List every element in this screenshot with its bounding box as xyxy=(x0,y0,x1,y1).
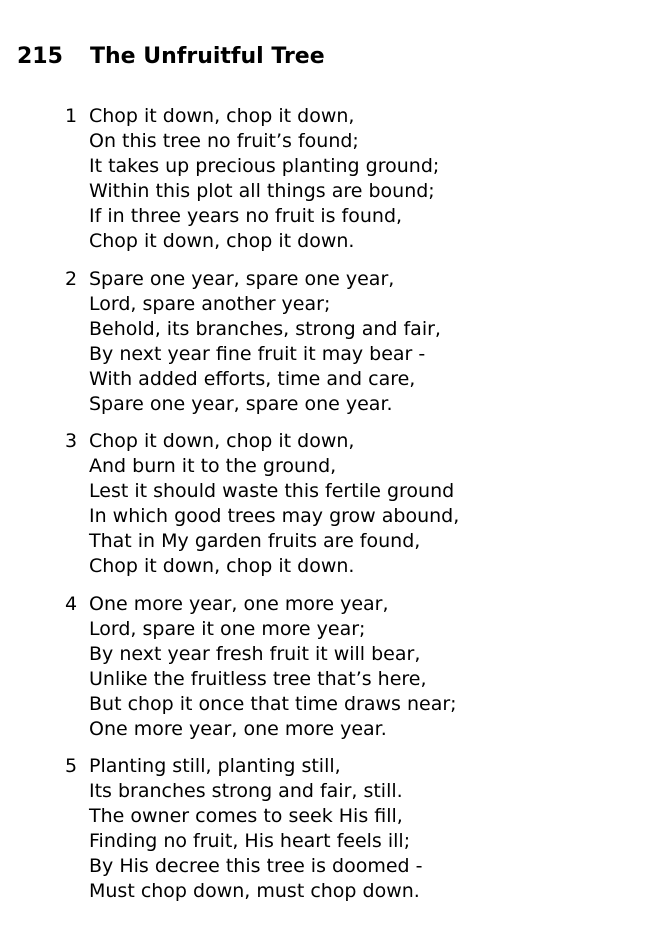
verse-number: 1 xyxy=(65,105,78,127)
verse-list xyxy=(0,104,658,917)
verse-line: By next year fine fruit it may bear - xyxy=(89,342,426,365)
verse-line: Chop it down, chop it down. xyxy=(89,230,355,252)
verse-4 xyxy=(0,592,658,742)
verse-1 xyxy=(0,104,658,254)
verse-line: Behold, its branches, strong and fair, xyxy=(89,317,441,340)
verse-lines xyxy=(89,104,658,254)
verse-line: Must chop down, must chop down. xyxy=(89,880,420,902)
verse-line: Lord, spare another year; xyxy=(89,292,331,315)
verse-line: On this tree no fruit’s found; xyxy=(89,130,359,152)
verse-number: 2 xyxy=(65,267,78,290)
verse-line: Chop it down, chop it down. xyxy=(89,555,355,577)
verse-number: 5 xyxy=(65,755,78,777)
verse-line: In which good trees may grow abound, xyxy=(89,505,460,527)
verse-lines xyxy=(89,754,658,904)
verse-number: 4 xyxy=(65,592,78,615)
verse-line: It takes up precious planting ground; xyxy=(89,155,440,177)
verse-5 xyxy=(0,754,658,904)
verse-line: Unlike the fruitless tree that’s here, xyxy=(89,667,427,690)
verse-line: One more year, one more year, xyxy=(89,592,389,615)
verse-line: Spare one year, spare one year, xyxy=(89,267,395,290)
verse-line: Within this plot all things are bound; xyxy=(89,180,435,202)
verse-2 xyxy=(0,267,658,417)
verse-line: But chop it once that time draws near; xyxy=(89,692,457,715)
verse-line: If in three years no fruit is found, xyxy=(89,205,403,227)
hymn-title: The Unfruitful Tree xyxy=(90,44,325,69)
verse-line: The owner comes to seek His fill, xyxy=(89,805,403,827)
verse-line: Spare one year, spare one year. xyxy=(89,392,393,415)
verse-line: Lest it should waste this fertile ground xyxy=(89,480,455,502)
verse-line: Its branches strong and fair, still. xyxy=(89,780,403,802)
verse-line: One more year, one more year. xyxy=(89,717,387,740)
verse-lines xyxy=(89,592,658,742)
hymn-number: 215 xyxy=(17,44,63,69)
verse-line: And burn it to the ground, xyxy=(89,455,337,477)
verse-lines xyxy=(89,267,658,417)
verse-line: Chop it down, chop it down, xyxy=(89,105,355,127)
verse-line: Planting still, planting still, xyxy=(89,755,341,777)
verse-line: That in My garden fruits are found, xyxy=(89,530,421,552)
verse-lines xyxy=(89,429,658,579)
verse-line: By next year fresh fruit it will bear, xyxy=(89,642,421,665)
verse-line: Finding no fruit, His heart feels ill; xyxy=(89,830,411,852)
verse-number: 3 xyxy=(65,430,78,452)
verse-line: Chop it down, chop it down, xyxy=(89,430,355,452)
verse-line: Lord, spare it one more year; xyxy=(89,617,366,640)
verse-line: By His decree this tree is doomed - xyxy=(89,855,423,877)
verse-line: With added efforts, time and care, xyxy=(89,367,416,390)
verse-3 xyxy=(0,429,658,579)
